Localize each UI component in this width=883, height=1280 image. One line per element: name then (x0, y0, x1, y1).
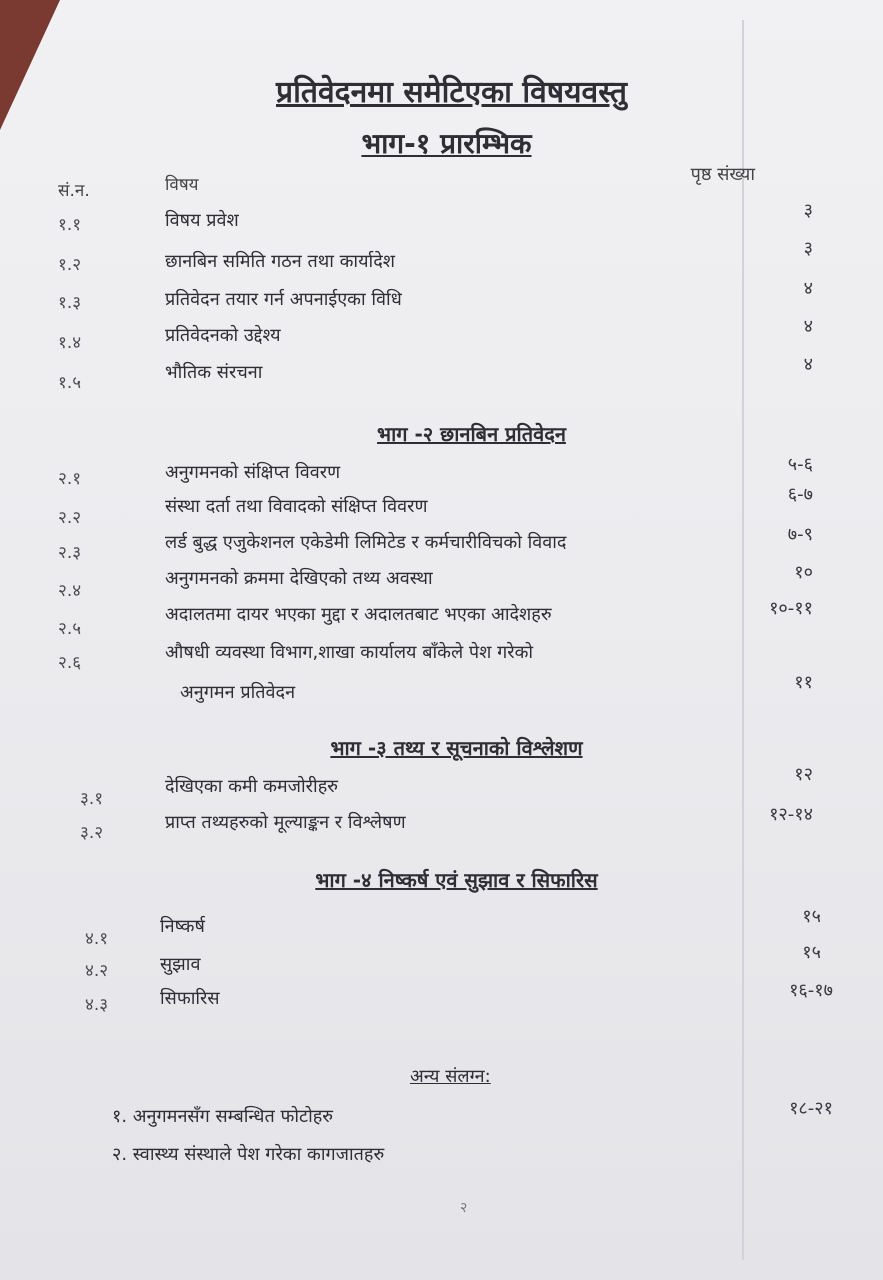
toc-number: २.४ (58, 581, 82, 601)
toc-number: ४.३ (85, 995, 109, 1015)
toc-entry: औषधी व्यवस्था विभाग,शाखा कार्यालय बाँकेले पेश गरेको (165, 642, 534, 663)
toc-page: १०-११ (769, 598, 813, 619)
toc-page: ३ (803, 238, 813, 259)
annex-page: १८-२१ (789, 1098, 833, 1119)
toc-number: ४.२ (85, 961, 109, 981)
toc-entry: प्रतिवेदन तयार गर्न अपनाईएका विधि (165, 289, 402, 310)
toc-number: १.२ (58, 255, 82, 275)
toc-number: २.३ (58, 543, 82, 563)
toc-page: १२ (794, 764, 813, 785)
toc-number: १.४ (58, 333, 82, 353)
toc-number: २.५ (58, 619, 82, 639)
toc-page: ३ (803, 200, 813, 221)
toc-entry: देखिएका कमी कमजोरीहरु (165, 776, 339, 797)
toc-entry: भौतिक संरचना (165, 362, 263, 383)
column-header-sn: सं.न. (58, 181, 90, 201)
toc-number: १.५ (58, 373, 82, 393)
toc-entry: अनुगमनको संक्षिप्त विवरण (165, 462, 341, 483)
toc-entry: सिफारिस (160, 988, 220, 1009)
document-title: प्रतिवेदनमा समेटिएका विषयवस्तु (276, 75, 627, 110)
toc-page: १६-१७ (789, 980, 833, 1001)
toc-number: ४.१ (85, 929, 109, 949)
toc-page: १२-१४ (769, 804, 813, 825)
toc-entry: लर्ड बुद्ध एजुकेशनल एकेडेमी लिमिटेड र कर्मचारीविचको विवाद (165, 532, 567, 553)
part1-heading: भाग-१ प्रारम्भिक (361, 127, 532, 160)
toc-page: ७-९ (787, 524, 813, 545)
column-header-subject: विषय (165, 175, 199, 195)
toc-entry: निष्कर्ष (160, 916, 205, 937)
toc-entry: विषय प्रवेश (165, 210, 239, 231)
toc-page: ५-६ (787, 454, 813, 475)
column-header-page: पृष्ठ संख्या (690, 164, 755, 185)
toc-entry: अनुगमनको क्रममा देखिएको तथ्य अवस्था (165, 568, 433, 589)
toc-entry: अदालतमा दायर भएका मुद्दा र अदालतबाट भएका आदेशहरु (165, 604, 552, 625)
toc-page: १० (794, 562, 813, 583)
toc-entry-continuation: अनुगमन प्रतिवेदन (180, 682, 296, 703)
toc-page: ४ (803, 354, 813, 375)
annex-entry: १. अनुगमनसँग सम्बन्धित फोटोहरु (112, 1106, 334, 1127)
toc-page: १५ (802, 906, 821, 927)
annex-entry: २. स्वास्थ्य संस्थाले पेश गरेका कागजातहरु (112, 1144, 385, 1165)
toc-number: २.२ (58, 508, 82, 528)
toc-entry: प्रतिवेदनको उद्देश्य (165, 325, 281, 346)
toc-number: १.१ (58, 215, 82, 235)
toc-number: ३.२ (80, 823, 104, 843)
toc-page: ४ (803, 278, 813, 299)
toc-number: ३.१ (80, 789, 104, 809)
toc-page: ६-७ (787, 484, 813, 505)
part2-heading: भाग -२ छानबिन प्रतिवेदन (377, 422, 566, 446)
annex-heading: अन्य संलग्न: (410, 1066, 491, 1087)
paper-fold-line (742, 20, 744, 1260)
part3-heading: भाग -३ तथ्य र सूचनाको विश्लेशण (330, 736, 583, 760)
toc-number: २.१ (58, 469, 82, 489)
toc-page: ४ (803, 316, 813, 337)
toc-entry: संस्था दर्ता तथा विवादको संक्षिप्त विवरण (165, 496, 428, 517)
toc-entry: सुझाव (160, 954, 201, 975)
toc-number: २.६ (58, 653, 82, 673)
page-number: २ (460, 1200, 468, 1216)
toc-page: १५ (802, 942, 821, 963)
part4-heading: भाग -४ निष्कर्ष एवं सुझाव र सिफारिस (315, 868, 598, 892)
toc-entry: छानबिन समिति गठन तथा कार्यादेश (165, 251, 395, 272)
toc-entry: प्राप्त तथ्यहरुको मूल्याङ्कन र विश्लेषण (165, 812, 406, 833)
toc-number: १.३ (58, 293, 82, 313)
toc-page: ११ (794, 672, 813, 693)
